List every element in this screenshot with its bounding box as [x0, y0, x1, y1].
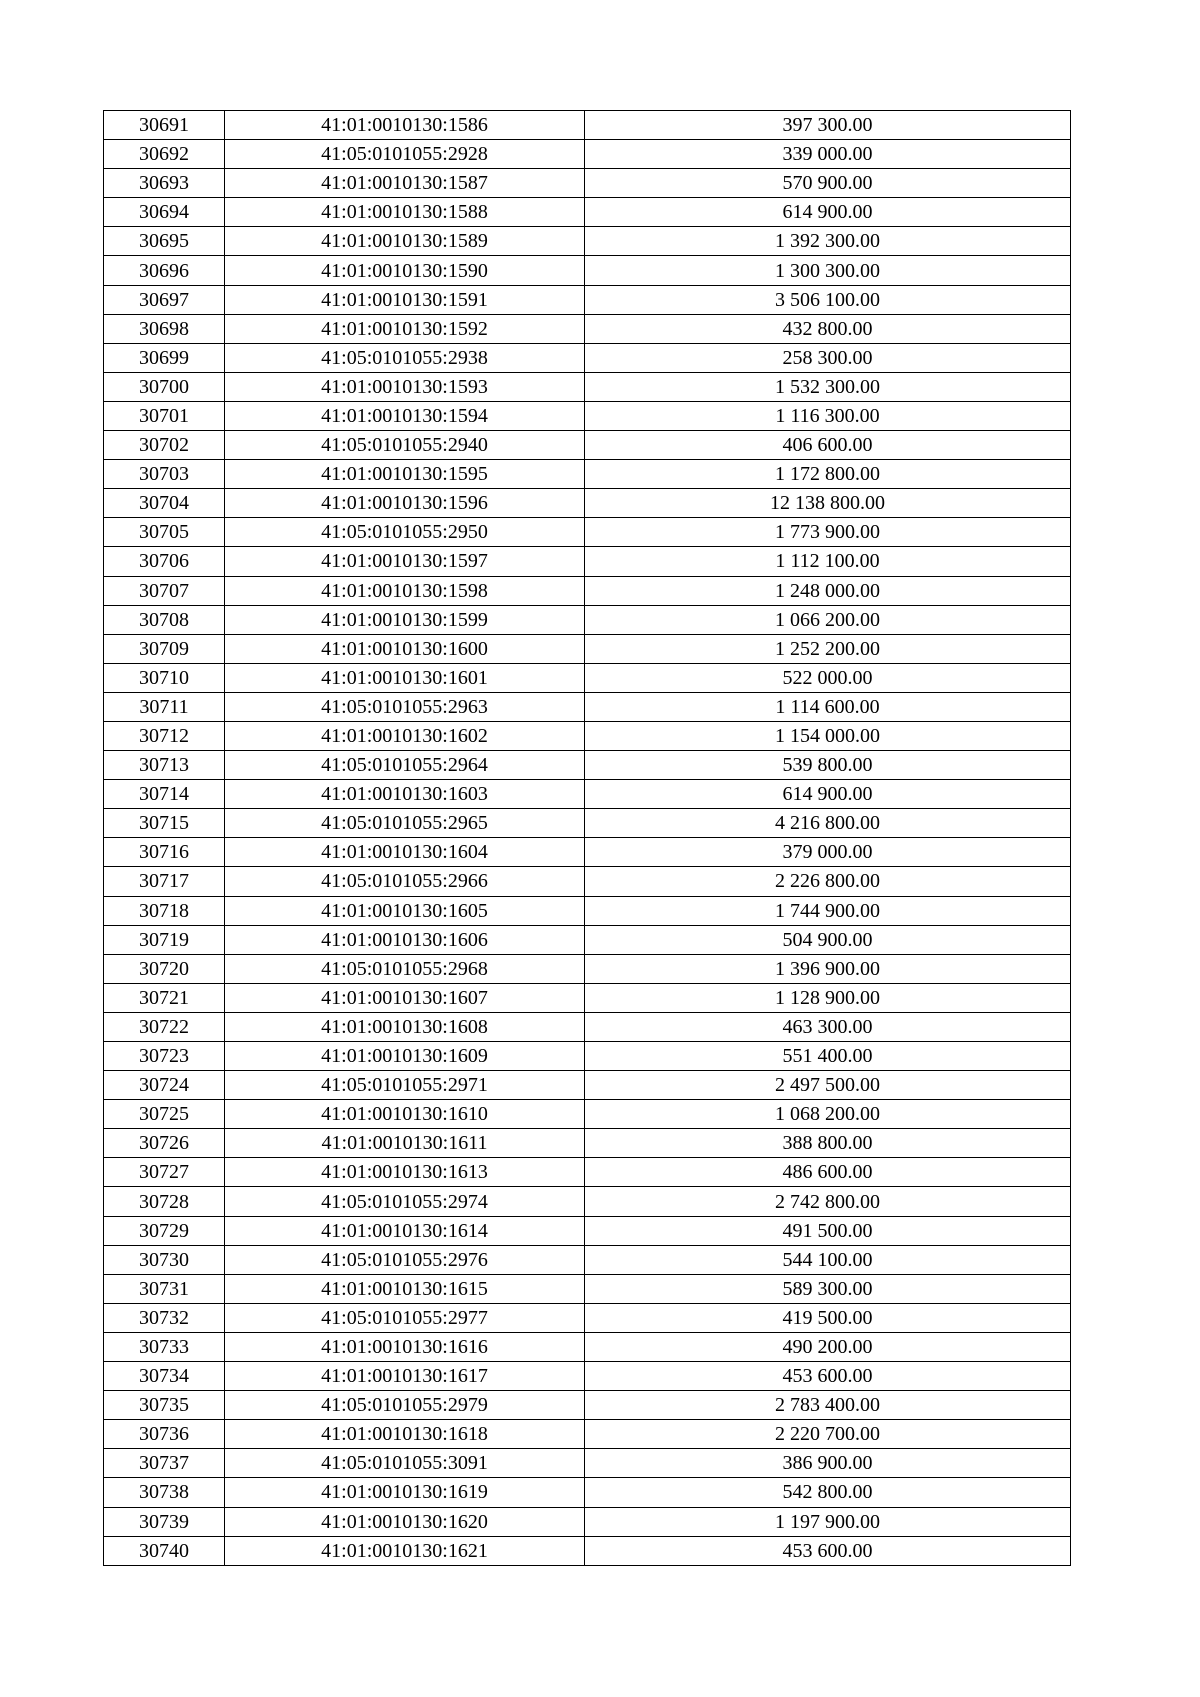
- cadastral-value-cell: 1 392 300.00: [585, 227, 1071, 256]
- cadastral-number-cell: 41:01:0010130:1615: [225, 1274, 585, 1303]
- cadastral-value-cell: 504 900.00: [585, 925, 1071, 954]
- table-row: [104, 751, 1071, 780]
- row-number-cell: 30697: [104, 285, 225, 314]
- row-number-cell: 30740: [104, 1536, 225, 1565]
- cadastral-number-cell: 41:01:0010130:1608: [225, 1012, 585, 1041]
- table-row: [104, 1216, 1071, 1245]
- row-number-cell: 30726: [104, 1129, 225, 1158]
- cadastral-value-cell: 491 500.00: [585, 1216, 1071, 1245]
- table-row: [104, 1158, 1071, 1187]
- row-number-cell: 30721: [104, 983, 225, 1012]
- cadastral-value-cell: 544 100.00: [585, 1245, 1071, 1274]
- cadastral-number-cell: 41:01:0010130:1586: [225, 111, 585, 140]
- row-number-cell: 30709: [104, 634, 225, 663]
- cadastral-number-cell: 41:01:0010130:1602: [225, 721, 585, 750]
- row-number-cell: 30708: [104, 605, 225, 634]
- cadastral-value-cell: 570 900.00: [585, 169, 1071, 198]
- row-number-cell: 30728: [104, 1187, 225, 1216]
- table-row: [104, 1536, 1071, 1565]
- table-row: [104, 314, 1071, 343]
- table-row: [104, 401, 1071, 430]
- table-row: [104, 1274, 1071, 1303]
- row-number-cell: 30699: [104, 343, 225, 372]
- cadastral-value-cell: 2 742 800.00: [585, 1187, 1071, 1216]
- cadastral-number-cell: 41:01:0010130:1594: [225, 401, 585, 430]
- row-number-cell: 30737: [104, 1449, 225, 1478]
- cadastral-value-cell: 1 112 100.00: [585, 547, 1071, 576]
- cadastral-number-cell: 41:01:0010130:1593: [225, 372, 585, 401]
- cadastral-number-cell: 41:01:0010130:1605: [225, 896, 585, 925]
- cadastral-value-cell: 1 128 900.00: [585, 983, 1071, 1012]
- cadastral-number-cell: 41:05:0101055:2965: [225, 809, 585, 838]
- cadastral-number-cell: 41:05:0101055:2964: [225, 751, 585, 780]
- cadastral-value-cell: 2 220 700.00: [585, 1420, 1071, 1449]
- cadastral-number-cell: 41:01:0010130:1611: [225, 1129, 585, 1158]
- table-row: [104, 372, 1071, 401]
- cadastral-value-cell: 589 300.00: [585, 1274, 1071, 1303]
- table-row: [104, 809, 1071, 838]
- cadastral-number-cell: 41:01:0010130:1590: [225, 256, 585, 285]
- row-number-cell: 30723: [104, 1042, 225, 1071]
- row-number-cell: 30731: [104, 1274, 225, 1303]
- cadastral-value-cell: 4 216 800.00: [585, 809, 1071, 838]
- cadastral-number-cell: 41:01:0010130:1595: [225, 460, 585, 489]
- row-number-cell: 30698: [104, 314, 225, 343]
- cadastral-number-cell: 41:05:0101055:2968: [225, 954, 585, 983]
- table-row: [104, 1129, 1071, 1158]
- row-number-cell: 30696: [104, 256, 225, 285]
- row-number-cell: 30725: [104, 1100, 225, 1129]
- table-row: [104, 780, 1071, 809]
- table-row: [104, 1042, 1071, 1071]
- cadastral-number-cell: 41:01:0010130:1617: [225, 1362, 585, 1391]
- cadastral-number-cell: 41:01:0010130:1587: [225, 169, 585, 198]
- table-row: [104, 1100, 1071, 1129]
- cadastral-value-cell: 1 068 200.00: [585, 1100, 1071, 1129]
- cadastral-number-cell: 41:01:0010130:1597: [225, 547, 585, 576]
- row-number-cell: 30701: [104, 401, 225, 430]
- row-number-cell: 30693: [104, 169, 225, 198]
- cadastral-number-cell: 41:01:0010130:1603: [225, 780, 585, 809]
- row-number-cell: 30706: [104, 547, 225, 576]
- table-row: [104, 256, 1071, 285]
- cadastral-number-cell: 41:01:0010130:1604: [225, 838, 585, 867]
- cadastral-value-cell: 1 773 900.00: [585, 518, 1071, 547]
- table-row: [104, 692, 1071, 721]
- cadastral-value-cell: 388 800.00: [585, 1129, 1071, 1158]
- cadastral-number-cell: 41:05:0101055:2928: [225, 140, 585, 169]
- row-number-cell: 30704: [104, 489, 225, 518]
- table-row: [104, 954, 1071, 983]
- row-number-cell: 30695: [104, 227, 225, 256]
- row-number-cell: 30714: [104, 780, 225, 809]
- cadastral-number-cell: 41:05:0101055:2963: [225, 692, 585, 721]
- table-row: [104, 605, 1071, 634]
- cadastral-number-cell: 41:05:0101055:2950: [225, 518, 585, 547]
- row-number-cell: 30736: [104, 1420, 225, 1449]
- row-number-cell: 30712: [104, 721, 225, 750]
- cadastral-number-cell: 41:05:0101055:2966: [225, 867, 585, 896]
- cadastral-number-cell: 41:01:0010130:1610: [225, 1100, 585, 1129]
- table-row: [104, 460, 1071, 489]
- cadastral-number-cell: 41:01:0010130:1613: [225, 1158, 585, 1187]
- cadastral-value-cell: 1 116 300.00: [585, 401, 1071, 430]
- row-number-cell: 30719: [104, 925, 225, 954]
- cadastral-number-cell: 41:01:0010130:1618: [225, 1420, 585, 1449]
- table-row: [104, 1332, 1071, 1361]
- cadastral-value-table: [103, 110, 1071, 1566]
- table-body: [104, 111, 1071, 1566]
- row-number-cell: 30707: [104, 576, 225, 605]
- row-number-cell: 30700: [104, 372, 225, 401]
- cadastral-number-cell: 41:01:0010130:1601: [225, 663, 585, 692]
- table-row: [104, 169, 1071, 198]
- cadastral-number-cell: 41:01:0010130:1606: [225, 925, 585, 954]
- cadastral-value-cell: 386 900.00: [585, 1449, 1071, 1478]
- row-number-cell: 30718: [104, 896, 225, 925]
- cadastral-number-cell: 41:01:0010130:1589: [225, 227, 585, 256]
- cadastral-number-cell: 41:01:0010130:1599: [225, 605, 585, 634]
- cadastral-number-cell: 41:05:0101055:2977: [225, 1303, 585, 1332]
- row-number-cell: 30716: [104, 838, 225, 867]
- table-row: [104, 140, 1071, 169]
- table-row: [104, 1507, 1071, 1536]
- table-row: [104, 576, 1071, 605]
- table-row: [104, 983, 1071, 1012]
- row-number-cell: 30733: [104, 1332, 225, 1361]
- table-row: [104, 489, 1071, 518]
- table-row: [104, 1245, 1071, 1274]
- table-row: [104, 896, 1071, 925]
- table-row: [104, 925, 1071, 954]
- row-number-cell: 30705: [104, 518, 225, 547]
- row-number-cell: 30722: [104, 1012, 225, 1041]
- cadastral-value-cell: 3 506 100.00: [585, 285, 1071, 314]
- row-number-cell: 30732: [104, 1303, 225, 1332]
- cadastral-number-cell: 41:05:0101055:2940: [225, 431, 585, 460]
- row-number-cell: 30711: [104, 692, 225, 721]
- cadastral-value-cell: 2 226 800.00: [585, 867, 1071, 896]
- cadastral-value-cell: 1 248 000.00: [585, 576, 1071, 605]
- row-number-cell: 30730: [104, 1245, 225, 1274]
- row-number-cell: 30735: [104, 1391, 225, 1420]
- cadastral-number-cell: 41:01:0010130:1598: [225, 576, 585, 605]
- cadastral-number-cell: 41:05:0101055:3091: [225, 1449, 585, 1478]
- cadastral-value-cell: 486 600.00: [585, 1158, 1071, 1187]
- cadastral-value-cell: 1 252 200.00: [585, 634, 1071, 663]
- cadastral-value-cell: 1 744 900.00: [585, 896, 1071, 925]
- row-number-cell: 30739: [104, 1507, 225, 1536]
- cadastral-value-cell: 551 400.00: [585, 1042, 1071, 1071]
- cadastral-value-cell: 522 000.00: [585, 663, 1071, 692]
- cadastral-value-cell: 1 154 000.00: [585, 721, 1071, 750]
- table-row: [104, 518, 1071, 547]
- cadastral-value-cell: 614 900.00: [585, 780, 1071, 809]
- cadastral-number-cell: 41:01:0010130:1609: [225, 1042, 585, 1071]
- cadastral-number-cell: 41:01:0010130:1607: [225, 983, 585, 1012]
- table-row: [104, 1449, 1071, 1478]
- table-row: [104, 111, 1071, 140]
- table-row: [104, 1303, 1071, 1332]
- row-number-cell: 30724: [104, 1071, 225, 1100]
- cadastral-value-cell: 432 800.00: [585, 314, 1071, 343]
- table-row: [104, 838, 1071, 867]
- cadastral-number-cell: 41:01:0010130:1588: [225, 198, 585, 227]
- cadastral-number-cell: 41:01:0010130:1620: [225, 1507, 585, 1536]
- cadastral-value-cell: 1 172 800.00: [585, 460, 1071, 489]
- table-row: [104, 867, 1071, 896]
- cadastral-value-cell: 453 600.00: [585, 1536, 1071, 1565]
- row-number-cell: 30738: [104, 1478, 225, 1507]
- table-row: [104, 431, 1071, 460]
- row-number-cell: 30694: [104, 198, 225, 227]
- table-row: [104, 1012, 1071, 1041]
- cadastral-value-cell: 1 066 200.00: [585, 605, 1071, 634]
- row-number-cell: 30729: [104, 1216, 225, 1245]
- cadastral-value-cell: 1 396 900.00: [585, 954, 1071, 983]
- row-number-cell: 30691: [104, 111, 225, 140]
- cadastral-number-cell: 41:01:0010130:1614: [225, 1216, 585, 1245]
- table-row: [104, 1478, 1071, 1507]
- cadastral-value-cell: 2 497 500.00: [585, 1071, 1071, 1100]
- cadastral-value-cell: 453 600.00: [585, 1362, 1071, 1391]
- cadastral-number-cell: 41:05:0101055:2971: [225, 1071, 585, 1100]
- cadastral-value-cell: 1 197 900.00: [585, 1507, 1071, 1536]
- table-row: [104, 198, 1071, 227]
- table-row: [104, 547, 1071, 576]
- table-row: [104, 1420, 1071, 1449]
- row-number-cell: 30715: [104, 809, 225, 838]
- table-row: [104, 663, 1071, 692]
- cadastral-number-cell: 41:01:0010130:1621: [225, 1536, 585, 1565]
- row-number-cell: 30710: [104, 663, 225, 692]
- cadastral-number-cell: 41:01:0010130:1616: [225, 1332, 585, 1361]
- cadastral-value-cell: 539 800.00: [585, 751, 1071, 780]
- table-row: [104, 227, 1071, 256]
- cadastral-number-cell: 41:05:0101055:2979: [225, 1391, 585, 1420]
- cadastral-number-cell: 41:01:0010130:1600: [225, 634, 585, 663]
- row-number-cell: 30713: [104, 751, 225, 780]
- cadastral-number-cell: 41:01:0010130:1596: [225, 489, 585, 518]
- cadastral-value-cell: 1 114 600.00: [585, 692, 1071, 721]
- cadastral-number-cell: 41:01:0010130:1591: [225, 285, 585, 314]
- cadastral-value-cell: 379 000.00: [585, 838, 1071, 867]
- row-number-cell: 30717: [104, 867, 225, 896]
- table-row: [104, 721, 1071, 750]
- row-number-cell: 30703: [104, 460, 225, 489]
- cadastral-value-cell: 397 300.00: [585, 111, 1071, 140]
- cadastral-value-cell: 463 300.00: [585, 1012, 1071, 1041]
- table-row: [104, 1391, 1071, 1420]
- cadastral-number-cell: 41:01:0010130:1592: [225, 314, 585, 343]
- cadastral-value-cell: 490 200.00: [585, 1332, 1071, 1361]
- table-row: [104, 634, 1071, 663]
- table-row: [104, 1187, 1071, 1216]
- row-number-cell: 30692: [104, 140, 225, 169]
- table-row: [104, 343, 1071, 372]
- row-number-cell: 30720: [104, 954, 225, 983]
- cadastral-value-cell: 406 600.00: [585, 431, 1071, 460]
- cadastral-value-cell: 419 500.00: [585, 1303, 1071, 1332]
- cadastral-value-cell: 542 800.00: [585, 1478, 1071, 1507]
- cadastral-value-cell: 12 138 800.00: [585, 489, 1071, 518]
- cadastral-value-cell: 339 000.00: [585, 140, 1071, 169]
- cadastral-number-cell: 41:05:0101055:2976: [225, 1245, 585, 1274]
- row-number-cell: 30702: [104, 431, 225, 460]
- cadastral-value-cell: 614 900.00: [585, 198, 1071, 227]
- table-row: [104, 1362, 1071, 1391]
- cadastral-number-cell: 41:05:0101055:2974: [225, 1187, 585, 1216]
- cadastral-value-cell: 258 300.00: [585, 343, 1071, 372]
- table-row: [104, 285, 1071, 314]
- cadastral-number-cell: 41:05:0101055:2938: [225, 343, 585, 372]
- cadastral-value-cell: 1 532 300.00: [585, 372, 1071, 401]
- cadastral-value-cell: 1 300 300.00: [585, 256, 1071, 285]
- row-number-cell: 30727: [104, 1158, 225, 1187]
- cadastral-value-cell: 2 783 400.00: [585, 1391, 1071, 1420]
- cadastral-number-cell: 41:01:0010130:1619: [225, 1478, 585, 1507]
- table-row: [104, 1071, 1071, 1100]
- row-number-cell: 30734: [104, 1362, 225, 1391]
